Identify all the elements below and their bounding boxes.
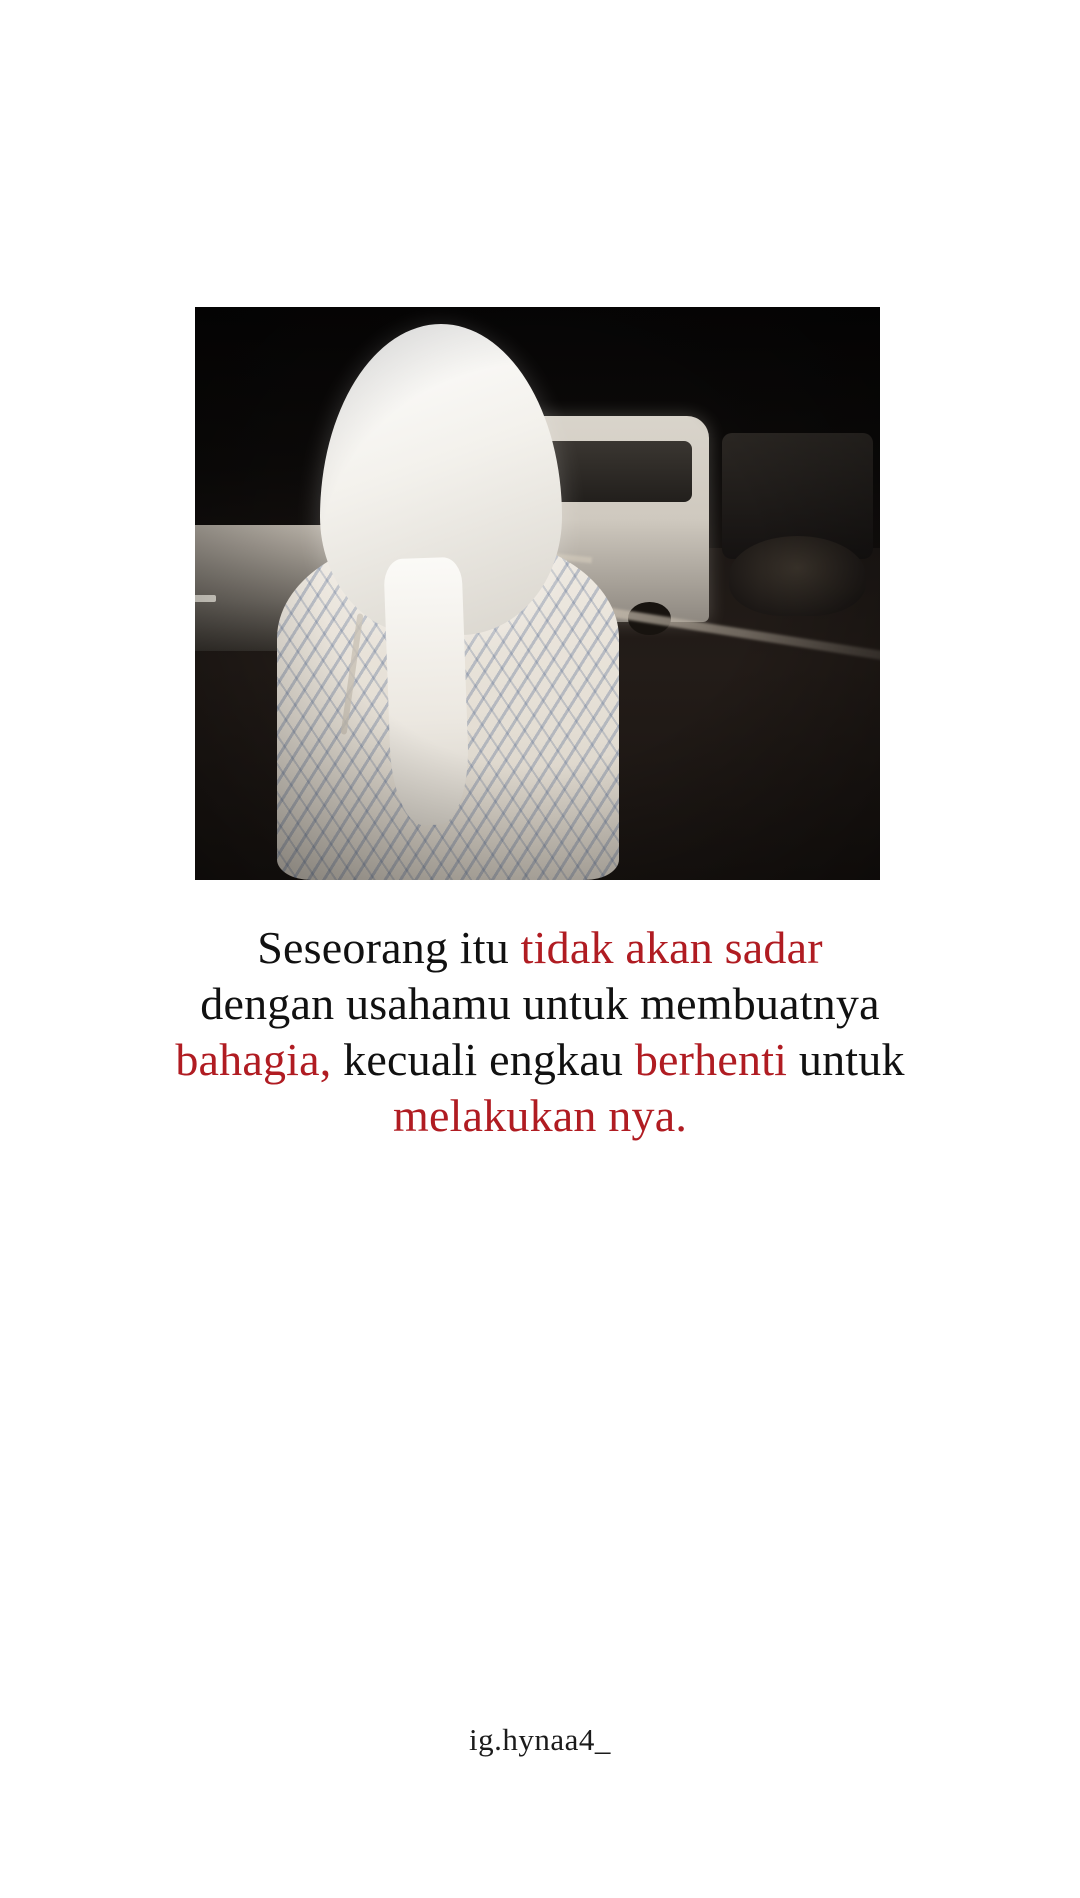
night-photo: [195, 307, 880, 880]
person-figure: [270, 324, 626, 880]
quote-line: [90, 1088, 990, 1144]
quote-text: [90, 920, 990, 1144]
account-handle: ig.hynaa4_: [469, 1722, 611, 1757]
quote-segment: untuk: [787, 1034, 905, 1086]
quote-highlight: berhenti: [634, 1034, 788, 1086]
quote-highlight: tidak akan sadar: [520, 922, 823, 973]
quote-segment: kecuali engkau: [331, 1034, 635, 1086]
license-plate: [195, 595, 216, 601]
quote-line: [90, 1032, 990, 1088]
hijab-tail: [383, 556, 471, 825]
quote-highlight: melakukan nya.: [392, 1090, 688, 1142]
quote-segment: Seseorang itu: [257, 922, 521, 973]
quote-line: [90, 920, 990, 976]
roadside-bush: [729, 536, 866, 616]
quote-line: [90, 976, 990, 1032]
photo-container: [195, 307, 880, 880]
quote-highlight: bahagia,: [175, 1034, 332, 1086]
quote-segment: dengan usahamu untuk membuatnya: [200, 978, 880, 1030]
